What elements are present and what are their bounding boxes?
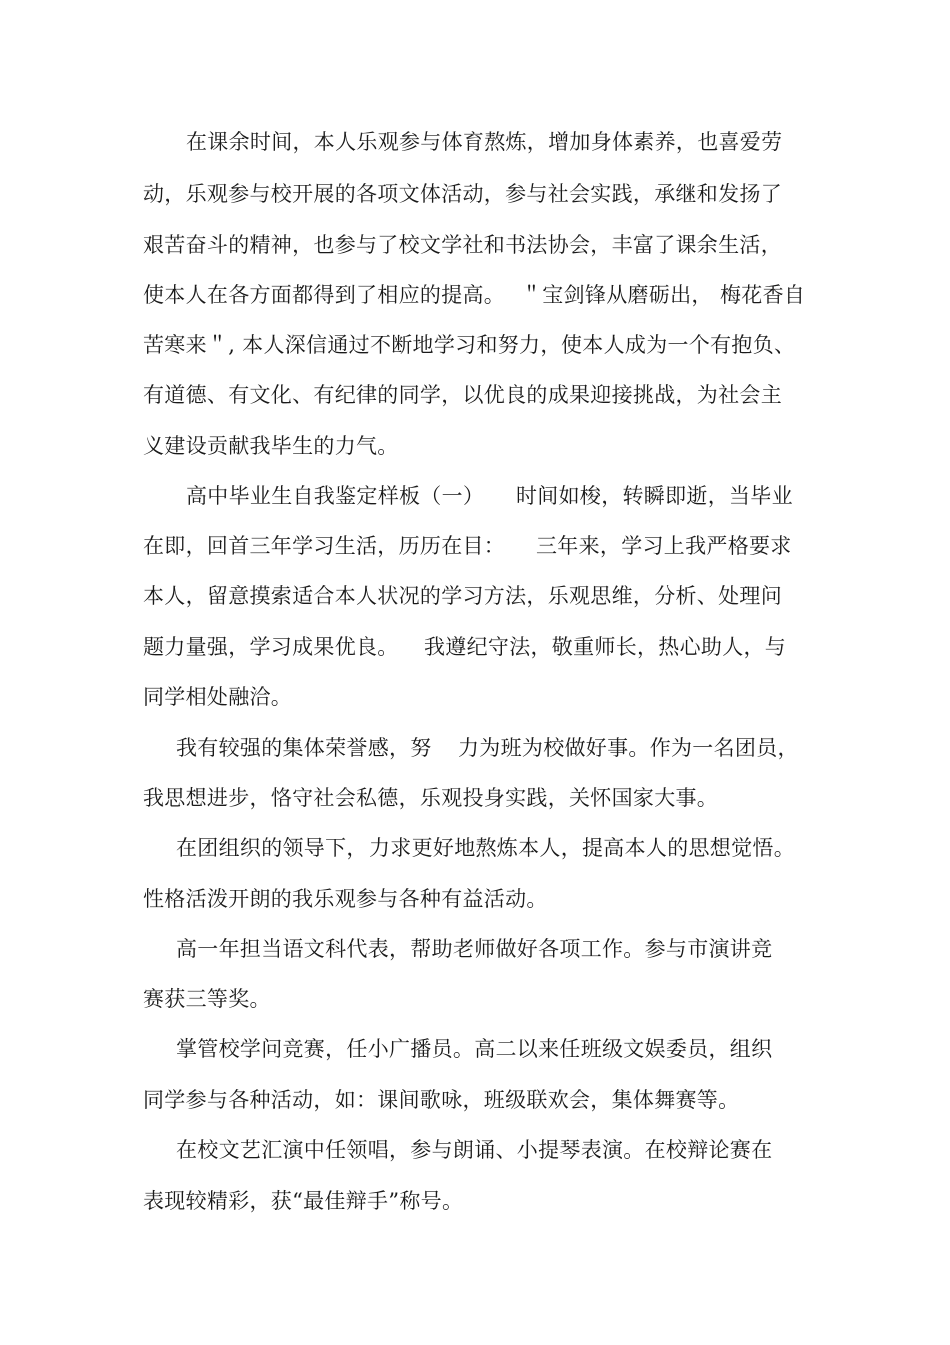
text-line: 性格活泼开朗的我乐观参与各种有益活动。: [143, 887, 548, 911]
text-line: 同学相处融洽。: [143, 685, 293, 709]
text-line: 力求更好地熬炼本人，: [369, 836, 582, 860]
text-line: 题力量强，学习成果优良。: [143, 635, 399, 659]
text-line: 本人，留意摸索适合本人状况的学习方法，乐观思维，分析、处理问: [143, 584, 782, 608]
text-line: ＂宝剑锋从磨砺出，: [521, 283, 713, 307]
text-line: 提高本人的思想觉悟。: [582, 836, 795, 860]
text-line: 苦寒来＂, 本人深信通过不断地学习和努力，: [143, 333, 562, 357]
text-line: 赛获三等奖。: [143, 987, 271, 1011]
text-line: 我遵纪守法，敬重师长，热心助人，与: [424, 635, 787, 659]
text-line: 掌管校学问竞赛，任小广播员。高二以来任班级文娱委员，组织: [176, 1037, 773, 1061]
text-line: 艰苦奋斗的精神，也参与了校文学社和书法协会，丰富了课余生活，: [143, 233, 782, 257]
text-line: 梅花香自: [720, 283, 806, 307]
text-line: 高中毕业生自我鉴定样板（一）: [186, 484, 485, 508]
text-line: 表现较精彩，获“最佳辩手”称号。: [143, 1189, 464, 1213]
text-line: 同学参与各种活动，如：课间歌咏，班级联欢会，集体舞赛等。: [143, 1088, 740, 1112]
text-line: 义建设贡献我毕生的力气。: [143, 434, 399, 458]
text-line: 时间如梭，转瞬即逝，当毕业: [516, 484, 793, 508]
text-line: 在团组织的领导下，: [176, 836, 368, 860]
text-line: 使本人在各方面都得到了相应的提高。: [143, 283, 506, 307]
text-line: 在课余时间，本人乐观参与体育熬炼，增加身体素养，也喜爱劳: [186, 130, 783, 154]
text-line: 三年来，学习上我严格要求: [536, 534, 792, 558]
text-line: 在校文艺汇演中任领唱，参与朗诵、小提琴表演。在校辩论赛在: [176, 1138, 773, 1162]
text-line: 动，乐观参与校开展的各项文体活动，参与社会实践，承继和发扬了: [143, 182, 782, 206]
text-line: 高一年担当语文科代表，帮助老师做好各项工作。参与市演讲竞: [176, 937, 773, 961]
text-line: 我思想进步，恪守社会私德，乐观投身实践，关怀国家大事。: [143, 786, 719, 810]
text-line: 在即，回首三年学习生活，历历在目：: [143, 534, 506, 558]
text-line: 有道德、有文化、有纪律的同学，以优良的成果迎接挑战，为社会主: [143, 383, 782, 407]
text-line: 力为班为校做好事。作为一名团员，: [458, 736, 799, 760]
text-line: 我有较强的集体荣誉感，努: [176, 736, 432, 760]
text-line: 使本人成为一个有抱负、: [561, 333, 796, 357]
